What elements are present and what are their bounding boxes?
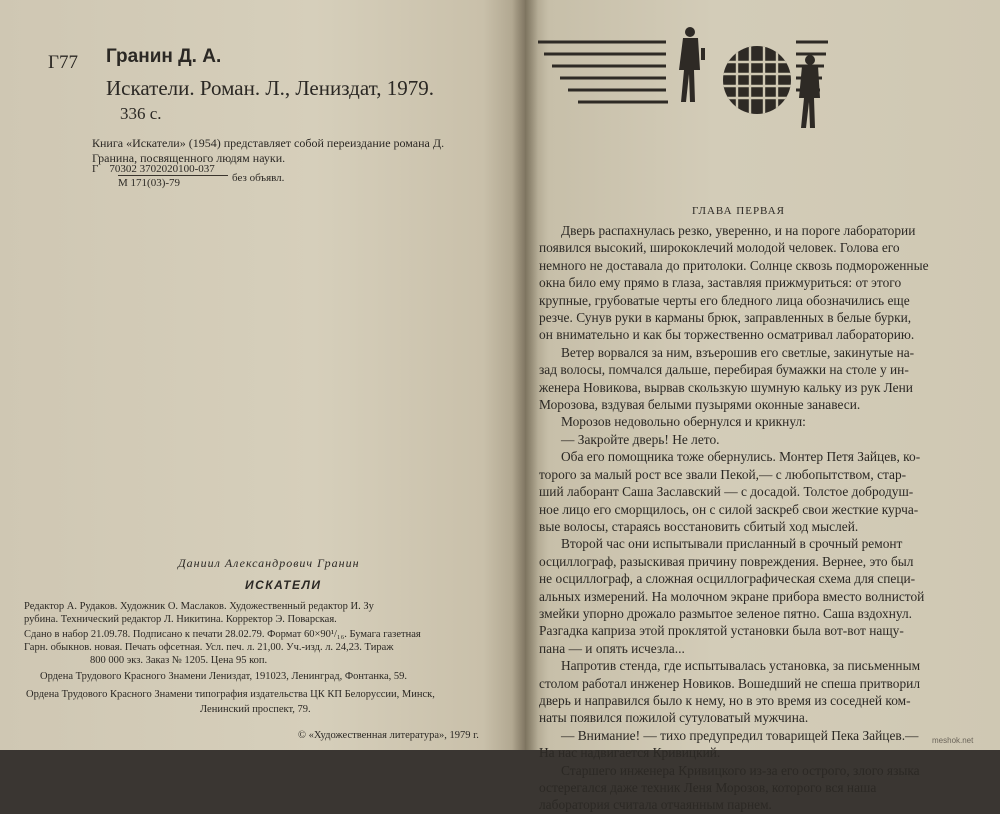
text-line: ное лицо его сморщилось, он с силой заскреб свои жесткие курча- [539, 501, 919, 517]
imprint-line: Ордена Трудового Красного Знамени типография издательства ЦК КП Белоруссии, Минск, [26, 689, 435, 700]
chapter-body [539, 222, 964, 814]
copyright: © «Художественная литература», 1979 г. [298, 730, 479, 741]
text-line: столом работал инженер Новиков. Вошедший не спеша притворил [539, 675, 921, 691]
text-line: осциллограф, разыскивая причину повреждения. Вернее, это был [539, 553, 914, 569]
text-line: альных измерений. На молочном экране прибора вместо волнистой [539, 588, 925, 604]
page-count: 336 с. [120, 104, 162, 123]
book-title: ИСКАТЕЛИ [245, 578, 322, 592]
catalog-number-top [92, 162, 215, 176]
text-line: дверь и направился было к нему, но в это время из соседней ком- [539, 692, 911, 708]
text-line: наты появился пожилой сутуловатый мужчина. [539, 710, 809, 726]
text-line: вые волосы, стараясь восстановить сбитый ход мыслей. [539, 518, 859, 534]
text-line: На нас надвигается Кривицкий. [539, 745, 721, 761]
book-gutter [512, 0, 538, 750]
imprint-line: Сдано в набор 21.09.78. Подписано к печати 28.02.79. Формат 60×90¹/₁₆. Бумага газетная [24, 629, 421, 640]
author-full-name: Даниил Александрович Гранин [178, 556, 360, 570]
text-line: остерегался даже техник Леня Морозов, которого вся наша [539, 780, 877, 795]
catalog-letter: Г [92, 163, 99, 175]
text-line: Морозова, вздувая белыми пузырями оконные занавеси. [539, 397, 861, 413]
text-line: Дверь распахнулась резко, уверенно, и на пороге лаборатории [561, 223, 916, 238]
text-line: он внимательно и как бы торжественно осматривал лабораторию. [539, 327, 915, 343]
text-line: — Закройте дверь! Не лето. [561, 431, 720, 447]
text-line: лаборатория считала отчаянным парнем. [539, 797, 772, 813]
text-line: Второй час они испытывали присланный в срочный ремонт [561, 536, 903, 552]
annotation-line: Книга «Искатели» (1954) представляет собой переиздание романа Д. [92, 136, 445, 150]
text-line: Разгадка каприза этой проклятой установки была вот-вот нащу- [539, 623, 904, 639]
text-line: Оба его помощника тоже обернулись. Монтер Петя Зайцев, ко- [561, 449, 921, 465]
text-line: пана — и опять исчезла... [539, 640, 685, 656]
catalog-number: 70302 3702020100-037 [109, 163, 215, 175]
text-line: крупные, грубоватые черты его бледного лица обозначились еще [539, 292, 910, 308]
text-line: окна било ему прямо в глаза, заставляя прижмуриться: от этого [539, 275, 902, 291]
text-line: появился высокий, ширококлечий молодой человек. Голова его [539, 240, 900, 256]
biblio-line: Искатели. Роман. Л., Лениздат, 1979. [106, 76, 434, 100]
text-line: торого за малый рост все звали Пекой,— с любопытством, стар- [539, 466, 907, 482]
chapter-ornament-icon [538, 22, 828, 132]
text-line: женера Новикова, вырвав скользкую шумную кальку из рук Лени [539, 379, 913, 395]
catalog-code: Г77 [48, 52, 78, 73]
text-line: не осциллограф, а сложная осциллографическая схема для специ- [539, 571, 916, 587]
text-line: немного не доставала до притолоки. Солнце сквозь подмороженные [539, 257, 929, 273]
annotation-line: Гранина, посвященного людям науки. [92, 151, 286, 165]
text-line: Старшего инженера Кривицкого из-за его острого, злого языка [561, 762, 920, 778]
catalog-number-bottom: М 171(03)-79 [118, 177, 181, 189]
text-line: — Внимание! — тихо предупредил товарищей Пека Зайцев.— [561, 727, 919, 743]
text-line: Морозов недовольно обернулся и крикнул: [561, 414, 806, 430]
price-note: без объявл. [232, 172, 285, 184]
chapter-title: ГЛАВА ПЕРВАЯ [692, 205, 785, 217]
imprint-line: Ордена Трудового Красного Знамени Лениздат, 191023, Ленинград, Фонтанка, 59. [40, 671, 407, 682]
imprint-line: Редактор А. Рудаков. Художник О. Маслаков. Художественный редактор И. Зу [24, 601, 374, 612]
watermark: meshok.net [932, 736, 974, 745]
text-line: Ветер ворвался за ним, взъерошив его светлые, закинутые на- [561, 344, 915, 360]
text-line: Напротив стенда, где испытывалась установка, за письменным [561, 658, 921, 674]
author-name: Гранин Д. А. [106, 46, 222, 67]
imprint-line: рубина. Технический редактор Л. Никитина. Корректор Э. Поварская. [24, 614, 337, 625]
text-line: зад волосы, помчался дальше, перебирая бумажки на столе у ин- [539, 362, 909, 378]
text-line: ший лаборант Саша Заславский — с досадой. Толстое добродуш- [539, 484, 914, 500]
text-line: резче. Сунув руки в карманы брюк, заправленных в белые бурки, [539, 310, 912, 326]
text-line: змейки упорно дрожало размытое зеленое пятно. Саша вздохнул. [539, 605, 913, 621]
imprint-line: Гарн. обыкнов. новая. Печать офсетная. Усл. печ. л. 21,00. Уч.-изд. л. 24,23. Тираж [24, 642, 394, 653]
imprint-line: Ленинский проспект, 79. [200, 704, 311, 715]
imprint-line: 800 000 экз. Заказ № 1205. Цена 95 коп. [90, 655, 268, 666]
